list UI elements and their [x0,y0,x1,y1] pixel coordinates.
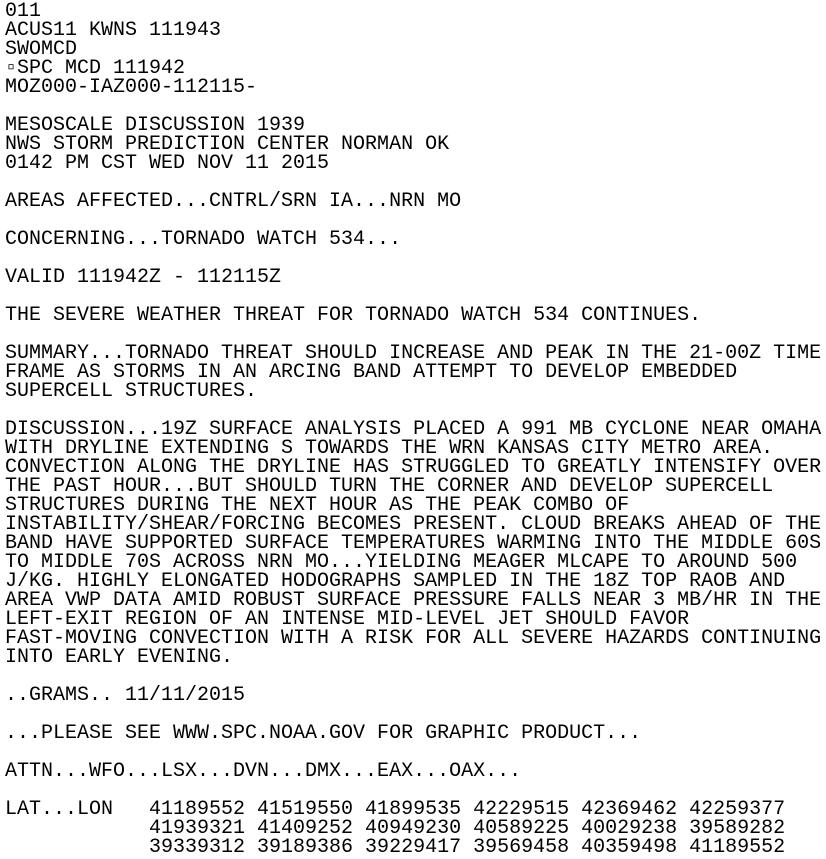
lat-lon-block [5,800,826,857]
graphic-product-note: ...PLEASE SEE WWW.SPC.NOAA.GOV FOR GRAPHIC PRODUCT... [5,722,642,745]
product-sequence-number: 011 [5,0,42,23]
attn-offices: ATTN...WFO...LSX...DVN...DMX...EAX...OAX... [5,760,522,783]
spc-mcd-id: ▫SPC MCD 111942 [5,57,186,80]
summary-line: FRAME AS STORMS IN AN ARCING BAND ATTEMPT TO DEVELOP EMBEDDED [5,361,738,384]
discussion-line: THE PAST HOUR...BUT SHOULD TURN THE CORNER AND DEVELOP SUPERCELL [5,475,774,498]
concerning: CONCERNING...TORNADO WATCH 534... [5,228,402,251]
discussion-line: DISCUSSION...19Z SURFACE ANALYSIS PLACED A 991 MB CYCLONE NEAR OMAHA [5,418,822,441]
ugc-zones: MOZ000-IAZ000-112115- [5,76,258,99]
discussion-line: FAST-MOVING CONVECTION WITH A RISK FOR ALL SEVERE HAZARDS CONTINUING [5,627,822,650]
lat-lon-line: 39339312 39189386 39229417 39569458 40359498 41189552 [5,836,786,859]
forecaster-signature: ..GRAMS.. 11/11/2015 [5,684,246,707]
issue-time: 0142 PM CST WED NOV 11 2015 [5,152,330,175]
discussion-line: STRUCTURES DURING THE NEXT HOUR AS THE PEAK COMBO OF [5,494,630,517]
discussion-line: J/KG. HIGHLY ELONGATED HODOGRAPHS SAMPLED IN THE 18Z TOP RAOB AND [5,570,786,593]
mesoscale-discussion-document [5,2,826,857]
discussion-line: INSTABILITY/SHEAR/FORCING BECOMES PRESENT. CLOUD BREAKS AHEAD OF THE [5,513,822,536]
summary-line: SUPERCELL STRUCTURES. [5,380,258,403]
areas-affected: AREAS AFFECTED...CNTRL/SRN IA...NRN MO [5,190,462,213]
discussion-line: LEFT-EXIT REGION OF AN INTENSE MID-LEVEL JET SHOULD FAVOR [5,608,690,631]
discussion-line: INTO EARLY EVENING. [5,646,234,669]
threat-statement: THE SEVERE WEATHER THREAT FOR TORNADO WATCH 534 CONTINUES. [5,304,702,327]
summary-paragraph [5,344,826,401]
discussion-paragraph [5,420,826,667]
valid-time: VALID 111942Z - 112115Z [5,266,282,289]
discussion-line: WITH DRYLINE EXTENDING S TOWARDS THE WRN KANSAS CITY METRO AREA. [5,437,774,460]
discussion-title: MESOSCALE DISCUSSION 1939 [5,114,306,137]
summary-line: SUMMARY...TORNADO THREAT SHOULD INCREASE AND PEAK IN THE 21-00Z TIME [5,342,822,365]
discussion-line: CONVECTION ALONG THE DRYLINE HAS STRUGGLED TO GREATLY INTENSIFY OVER [5,456,822,479]
discussion-line: TO MIDDLE 70S ACROSS NRN MO...YIELDING MEAGER MLCAPE TO AROUND 500 [5,551,798,574]
lat-lon-line: 41939321 41409252 40949230 40589225 40029238 39589282 [5,817,786,840]
lat-lon-line: LAT...LON 41189552 41519550 41899535 42229515 42369462 42259377 [5,798,786,821]
wmo-header: ACUS11 KWNS 111943 [5,19,222,42]
discussion-line: BAND HAVE SUPPORTED SURFACE TEMPERATURES WARMING INTO THE MIDDLE 60S [5,532,822,555]
issuing-office: NWS STORM PREDICTION CENTER NORMAN OK [5,133,450,156]
awips-id: SWOMCD [5,38,78,61]
discussion-line: AREA VWP DATA AMID ROBUST SURFACE PRESSURE FALLS NEAR 3 MB/HR IN THE [5,589,822,612]
